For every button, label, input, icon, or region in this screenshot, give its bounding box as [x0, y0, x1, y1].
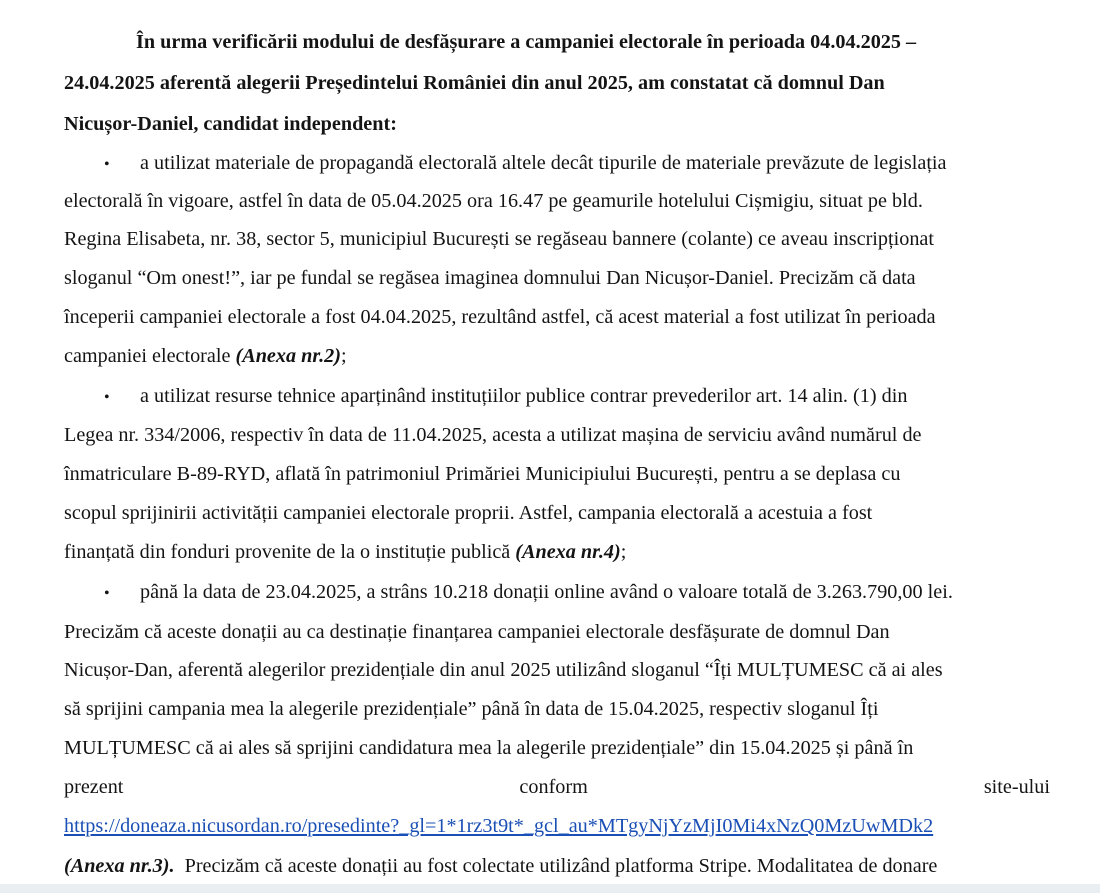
- bullet-1-line-5: [64, 303, 1050, 331]
- bullet-2-text-5: finanțată din fonduri provenite de la o instituție publică: [64, 541, 516, 563]
- bullet-1-text-6: campaniei electorale: [64, 345, 236, 367]
- page-bottom-edge: [0, 884, 1100, 893]
- bullet-3-line-3: [64, 656, 1050, 684]
- bullet-2-text-4: scopul sprijinirii activității campaniei electorale proprii. Astfel, campania electorală a acestuia a fost: [64, 502, 873, 524]
- bullet-1-line-4: [64, 264, 1050, 292]
- bullet-2-line-4: [64, 499, 1050, 527]
- donation-site-link[interactable]: https://doneaza.nicusordan.ro/presedinte?_gl=1*1rz3t9t*_gcl_au*MTgyNjYzMjI0Mi4xNzQ0MzUwMDk2: [64, 815, 934, 837]
- bullet-2-text-1: a utilizat resurse tehnice aparținând instituțiilor publice contrar prevederilor art. 14 alin. (1) din: [140, 385, 908, 407]
- word-site-ului: site-ului: [983, 776, 1050, 798]
- intro-text-3: Nicușor-Daniel, candidat independent:: [64, 113, 397, 135]
- bullet-3-text-5: MULȚUMESC că ai ales să sprijini candidatura mea la alegerile prezidențiale” din 15.04.2025 și până în: [64, 737, 914, 759]
- bullet-dot: •: [104, 585, 110, 602]
- bullet-2-text-3: înmatriculare B-89-RYD, aflată în patrimoniul Primăriei Municipiului București, pentru a se deplasa cu: [64, 463, 901, 485]
- bullet-3-text-1: până la data de 23.04.2025, a strâns 10.218 donații online având o valoare totală de 3.263.790,00 lei.: [140, 581, 953, 603]
- bullet-3-text-4: să sprijini campania mea la alegerile prezidențiale” până în data de 15.04.2025, respectiv sloganul Îți: [64, 698, 879, 720]
- bullet-2-line-1: [104, 382, 1050, 412]
- intro-line-1: [136, 28, 1050, 56]
- word-prezent: prezent: [64, 776, 124, 798]
- bullet-1-line-3: [64, 225, 1050, 253]
- bullet-3-line-8: [64, 852, 1050, 880]
- bullet-3-line-6: [64, 773, 1050, 801]
- bullet-2-line-2: [64, 421, 1050, 449]
- bullet-1-line-1: [104, 149, 1050, 179]
- bullet-3-line-4: [64, 695, 1050, 723]
- intro-text-1: În urma verificării modului de desfășurare a campaniei electorale în perioada 04.04.2025 –: [136, 31, 917, 53]
- bullet-3-line-2: [64, 618, 1050, 646]
- bullet-1-text-3: Regina Elisabeta, nr. 38, sector 5, municipiul București se regăseau bannere (colante) ce aveau inscripționat: [64, 228, 934, 250]
- bullet-3-line-5: [64, 734, 1050, 762]
- bullet-2-line-5: [64, 538, 1050, 566]
- intro-line-2: [64, 69, 1050, 97]
- bullet-dot: •: [104, 156, 110, 173]
- annex-2-reference: (Anexa nr.2): [235, 345, 341, 367]
- bullet-3-text-8: Precizăm că aceste donații au fost colectate utilizând platforma Stripe. Modalitatea de donare: [174, 855, 938, 877]
- annex-3-reference: (Anexa nr.3).: [64, 855, 175, 877]
- bullet-1-text-2: electorală în vigoare, astfel în data de 05.04.2025 ora 16.47 pe geamurile hotelului Cișmigiu, situat pe bld.: [64, 190, 923, 212]
- word-conform: conform: [519, 776, 588, 798]
- bullet-1-text-4: sloganul “Om onest!”, iar pe fundal se regăsea imaginea domnului Dan Nicușor-Daniel. Precizăm că data: [64, 267, 916, 289]
- bullet-2-line-3: [64, 460, 1050, 488]
- bullet-1-text-5: începerii campaniei electorale a fost 04.04.2025, rezultând astfel, că acest material a fost utilizat în perioada: [64, 306, 936, 328]
- bullet-3-text-2: Precizăm că aceste donații au ca destinație finanțarea campaniei electorale desfășurate de domnul Dan: [64, 621, 890, 643]
- bullet-1-line-2: [64, 187, 1050, 215]
- bullet-1-text-1: a utilizat materiale de propagandă electorală altele decât tipurile de materiale prevăzute de legislația: [140, 152, 947, 174]
- annex-4-reference: (Anexa nr.4): [515, 541, 621, 563]
- bullet-3-line-1: [104, 578, 1050, 608]
- intro-text-2: 24.04.2025 aferentă alegerii Președintelui României din anul 2025, am constatat că domnul Dan: [64, 72, 885, 94]
- bullet-1-end: ;: [340, 345, 347, 367]
- intro-line-3: [64, 110, 1050, 138]
- bullet-dot: •: [104, 389, 110, 406]
- bullet-3-text-3: Nicușor-Dan, aferentă alegerilor prezidențiale din anul 2025 utilizând sloganul “Îți MULȚUMESC că ai ales: [64, 659, 943, 681]
- bullet-3-line-7: [64, 812, 1050, 840]
- bullet-2-end: ;: [620, 541, 627, 563]
- bullet-1-line-6: [64, 342, 1050, 370]
- bullet-2-text-2: Legea nr. 334/2006, respectiv în data de 11.04.2025, acesta a utilizat mașina de serviciu având numărul de: [64, 424, 922, 446]
